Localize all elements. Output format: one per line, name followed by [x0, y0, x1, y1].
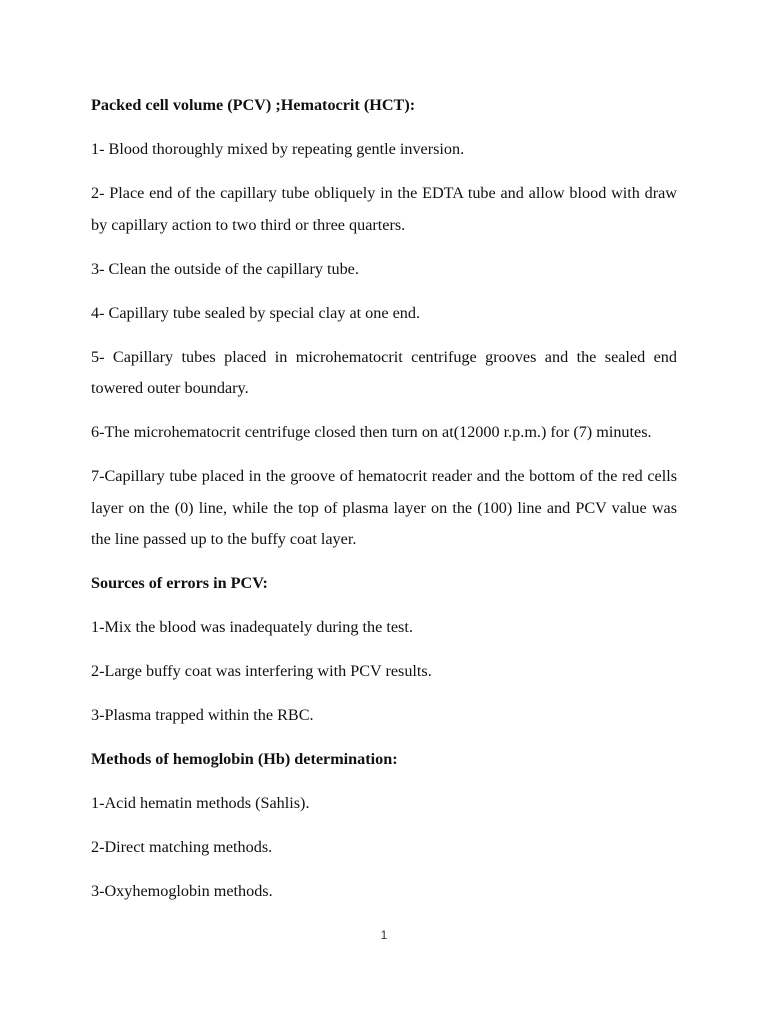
pcv-step-7: 7-Capillary tube placed in the groove of hematocrit reader and the bottom of the red cells layer on the (0) line, while the top of plasma layer on the (100) line and PCV value was the line passed up to the buffy coat layer. [91, 467, 677, 548]
hb-method-1: 1-Acid hematin methods (Sahlis). [91, 794, 310, 812]
pcv-step-4: 4- Capillary tube sealed by special clay at one end. [91, 303, 421, 322]
error-item-1: 1-Mix the blood was inadequately during the test. [91, 618, 413, 636]
section-heading-errors: Sources of errors in PCV: [91, 574, 268, 592]
pcv-step-2: 2- Place end of the capillary tube obliquely in the EDTA tube and allow blood with draw by capillary action to two third or three quarters. [91, 184, 677, 234]
hb-method-3: 3-Oxyhemoglobin methods. [91, 882, 273, 900]
document-body [91, 90, 677, 920]
page-number: 1 [380, 928, 388, 942]
pcv-step-6: 6-The microhematocrit centrifuge closed then turn on at(12000 r.p.m.) for (7) minutes. [91, 423, 652, 441]
section-heading-hb-methods: Methods of hemoglobin (Hb) determination: [91, 750, 398, 768]
pcv-step-5: 5- Capillary tubes placed in microhematocrit centrifuge grooves and the sealed end towered outer boundary. [91, 347, 677, 397]
error-item-3: 3-Plasma trapped within the RBC. [91, 706, 314, 724]
pcv-step-3: 3- Clean the outside of the capillary tube. [91, 259, 359, 278]
pcv-step-1: 1- Blood thoroughly mixed by repeating gentle inversion. [91, 140, 465, 158]
section-heading-pcv: Packed cell volume (PCV) ;Hematocrit (HCT): [91, 96, 416, 114]
hb-method-2: 2-Direct matching methods. [91, 838, 273, 856]
error-item-2: 2-Large buffy coat was interfering with PCV results. [91, 662, 432, 680]
